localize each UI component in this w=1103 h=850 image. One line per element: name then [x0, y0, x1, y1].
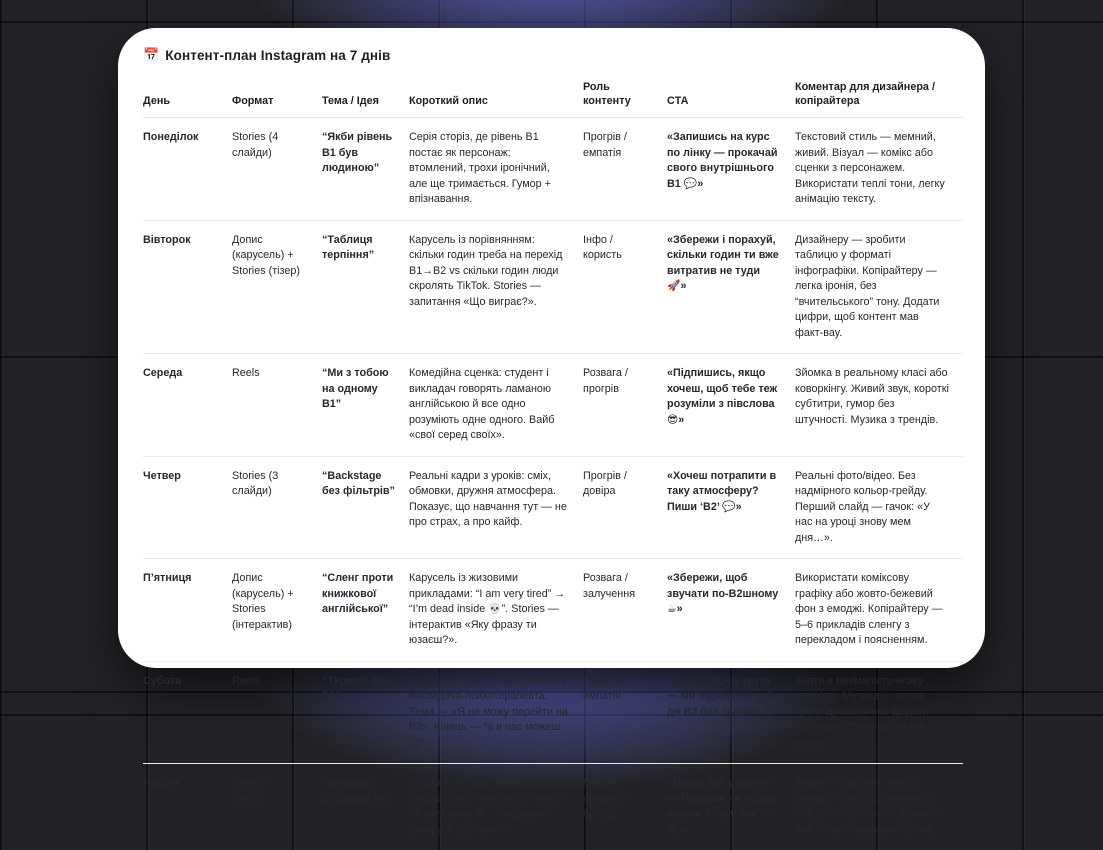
calendar-icon: 📅 — [143, 47, 159, 63]
table-header-row — [143, 76, 963, 118]
table-row — [143, 354, 963, 457]
day-cell: Субота — [143, 661, 232, 764]
cta-cell: «Пиши ‘B2’ у дірект — і більше не будеш казати ‘I very like it’ 😂» — [667, 764, 795, 850]
table-body — [143, 118, 963, 850]
table-row — [143, 764, 963, 850]
table-row — [143, 220, 963, 354]
topic-cell: “Ми з тобою на одному B1” — [322, 354, 409, 457]
day-cell: Неділя — [143, 764, 232, 850]
topic-cell: “Backstage без фільтрів” — [322, 456, 409, 559]
description-cell: Збірка коротких “зізнань”: “Я 2 роки казала ‘I very like it’ і ніхто не виправив 😅”. Поєднання гумору й реальності. — [409, 764, 583, 850]
format-cell: Stories (4 слайди) — [232, 118, 322, 221]
column-header-role: Роль контенту — [583, 76, 667, 118]
cta-cell: «Підпишись, якщо хочеш, щоб тебе теж розуміли з півслова 😎» — [667, 354, 795, 457]
comment-cell: Дизайнеру — зробити таблицю у форматі інфографіки. Копірайтеру — легка іронія, без “вчительського” тону. Додати цифри, щоб контент мав факт-вау. — [795, 220, 963, 354]
day-cell: Понеділок — [143, 118, 232, 221]
format-cell: Допис (карусель) + Stories (тізер) — [232, 220, 322, 354]
document-card — [118, 28, 985, 668]
column-header-format: Формат — [232, 76, 322, 118]
role-cell: Інфо / користь — [583, 220, 667, 354]
role-cell: Прогрів / довіра — [583, 456, 667, 559]
description-cell: Серія сторіз, де рівень B1 постає як персонаж: втомлений, трохи іронічний, але ще тримається. Гумор + впізнавання. — [409, 118, 583, 221]
topic-cell: “Таблиця терпіння” — [322, 220, 409, 354]
day-cell: Середа — [143, 354, 232, 457]
comment-cell: Візуал — світлий, чистий, мінімум тексту. Додати інтро «#B1confessions». У дописі — 3–4 історії з реальних учнів. — [795, 764, 963, 850]
format-cell: Stories + Допис — [232, 764, 322, 850]
topic-cell: “Конфесії студента B1” — [322, 764, 409, 850]
role-cell: Розвага / прогрів — [583, 354, 667, 457]
role-cell: Розвага / залучення — [583, 559, 667, 662]
format-cell: Reels — [232, 354, 322, 457]
description-cell: Карусель із жизовими прикладами: “I am very tired” → “I’m dead inside 💀”. Stories — інтерактив «Яку фразу ти юзаєш?». — [409, 559, 583, 662]
comment-cell: Текстовий стиль — мемний, живий. Візуал — комікс або сценки з персонажем. Використати теплі тони, легку анімацію тексту. — [795, 118, 963, 221]
column-header-comment: Коментар для дизайнера / копірайтера — [795, 76, 963, 118]
table-row — [143, 661, 963, 764]
column-header-cta: CTA — [667, 76, 795, 118]
topic-cell: “Якби рівень B1 був людиною” — [322, 118, 409, 221]
column-header-topic: Тема / Ідея — [322, 76, 409, 118]
cta-cell: «Запишись на курс по лінку — прокачай свого внутрішнього B1 💬» — [667, 118, 795, 221]
topic-cell: “Сленг проти книжкової англійської” — [322, 559, 409, 662]
cta-cell: «Записуйся в групу — ми піднімемо тебе до B2 без травми 😅» — [667, 661, 795, 764]
role-cell: Прогрів / емпатія — [583, 118, 667, 221]
day-cell: Четвер — [143, 456, 232, 559]
content-plan-table — [143, 76, 963, 850]
format-cell: Reels — [232, 661, 322, 764]
page-title-text: Контент-план Instagram на 7 днів — [165, 48, 390, 63]
cta-cell: «Збережи, щоб звучати по-B2шному ☕» — [667, 559, 795, 662]
table-row — [143, 559, 963, 662]
day-cell: Вівторок — [143, 220, 232, 354]
column-header-day: День — [143, 76, 232, 118]
topic-cell: “Терапія для B1” — [322, 661, 409, 764]
format-cell: Допис (карусель) + Stories (інтерактив) — [232, 559, 322, 662]
comment-cell: Реальні фото/відео. Без надмірного кольор-грейду. Перший слайд — гачок: «У нас на уроці знову мем дня…». — [795, 456, 963, 559]
table-row — [143, 118, 963, 221]
cta-cell: «Збережи і порахуй, скільки годин ти вже витратив не туди 🚀» — [667, 220, 795, 354]
description-cell: Реальні кадри з уроків: сміх, обмовки, дружня атмосфера. Показує, що навчання тут — не про страх, а про кайф. — [409, 456, 583, 559]
table-row — [143, 456, 963, 559]
description-cell: Пародія: студент “на прийомі” у викладача-психотерапевта. Тема — «Я не можу перейти на B2». Кінець — “а в нас можеш 😉”. — [409, 661, 583, 764]
role-cell: М’який продаж / бренд — [583, 764, 667, 850]
comment-cell: Зняти в мінімалістичному інтер’єрі. Музика — легка, трохи драматична. Додати субтитри. Тон — як TikTok-скетч. — [795, 661, 963, 764]
day-cell: П’ятниця — [143, 559, 232, 662]
description-cell: Карусель із порівнянням: скільки годин треба на перехід B1→B2 vs скільки годин люди скролять TikTok. Stories — запитання «Що виграє?». — [409, 220, 583, 354]
comment-cell: Зйомка в реальному класі або коворкінгу. Живий звук, короткі субтитри, гумор без штучності. Музика з трендів. — [795, 354, 963, 457]
comment-cell: Використати коміксову графіку або жовто-бежевий фон з емоджі. Копірайтеру — 5–6 прикладів сленгу з перекладом і поясненням. — [795, 559, 963, 662]
description-cell: Комедійна сценка: студент і викладач говорять ламаною англійською й все одно розуміють одне одного. Вайб «свої серед своїх». — [409, 354, 583, 457]
column-header-description: Короткий опис — [409, 76, 583, 118]
role-cell: Продаж / емпатія — [583, 661, 667, 764]
format-cell: Stories (3 слайди) — [232, 456, 322, 559]
page-title — [143, 47, 961, 63]
cta-cell: «Хочеш потрапити в таку атмосферу? Пиши ‘B2’ 💬» — [667, 456, 795, 559]
